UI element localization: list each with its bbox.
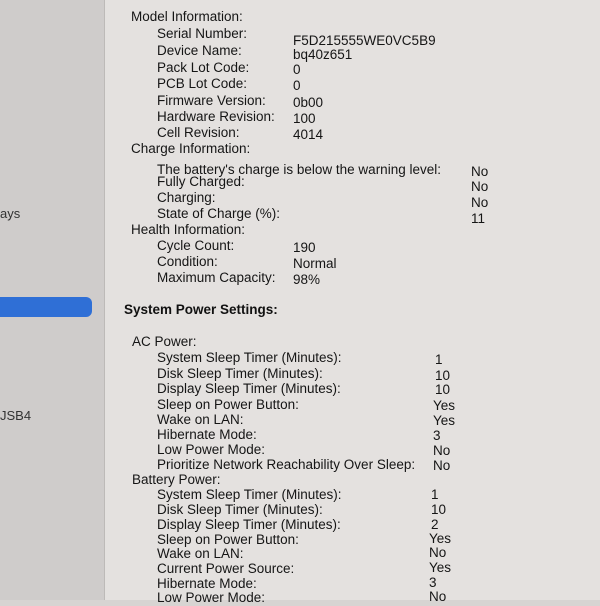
battery-display-sleep-value: 2: [431, 517, 439, 532]
ac-hibernate-mode-label: Hibernate Mode:: [157, 427, 257, 442]
ac-wake-on-lan-label: Wake on LAN:: [157, 412, 244, 427]
device-name-value: bq40z651: [293, 47, 353, 62]
pack-lot-code-label: Pack Lot Code:: [157, 60, 250, 75]
serial-number-label: Serial Number:: [157, 26, 248, 41]
cell-revision-label: Cell Revision:: [157, 125, 240, 140]
fully-charged-value: No: [471, 179, 489, 194]
battery-sleep-on-power-button-value: Yes: [429, 531, 452, 546]
ac-system-sleep-label: System Sleep Timer (Minutes):: [157, 350, 342, 365]
charge-warning-label: The battery's charge is below the warning level:: [157, 162, 441, 177]
battery-low-power-mode-value: No: [429, 589, 447, 604]
maximum-capacity-label: Maximum Capacity:: [157, 270, 276, 285]
state-of-charge-value: 11: [471, 211, 486, 226]
condition-label: Condition:: [157, 254, 218, 269]
pcb-lot-code-value: 0: [293, 78, 301, 93]
battery-wake-on-lan-label: Wake on LAN:: [157, 546, 244, 561]
cycle-count-value: 190: [293, 240, 316, 255]
battery-hibernate-mode-label: Hibernate Mode:: [157, 576, 257, 591]
condition-value: Normal: [293, 256, 337, 271]
ac-low-power-mode-label: Low Power Mode:: [157, 442, 266, 457]
model-information-heading: Model Information:: [131, 9, 243, 24]
battery-current-power-source-label: Current Power Source:: [157, 561, 295, 576]
charging-value: No: [471, 195, 489, 210]
device-name-label: Device Name:: [157, 43, 242, 58]
ac-disk-sleep-label: Disk Sleep Timer (Minutes):: [157, 366, 323, 381]
battery-display-sleep-label: Display Sleep Timer (Minutes):: [157, 517, 341, 532]
firmware-version-label: Firmware Version:: [157, 93, 266, 108]
sidebar-item-partial-1[interactable]: ays: [0, 206, 21, 221]
ac-display-sleep-label: Display Sleep Timer (Minutes):: [157, 381, 341, 396]
system-power-settings-title: System Power Settings:: [124, 302, 278, 317]
ac-prioritize-network-value: No: [433, 458, 451, 473]
health-information-heading: Health Information:: [131, 222, 246, 237]
battery-power-heading: Battery Power:: [132, 472, 221, 487]
state-of-charge-label: State of Charge (%):: [157, 206, 281, 221]
battery-hibernate-mode-value: 3: [429, 575, 437, 590]
firmware-version-value: 0b00: [293, 95, 324, 110]
ac-display-sleep-value: 10: [435, 382, 451, 397]
cell-revision-value: 4014: [293, 127, 324, 142]
ac-prioritize-network-label: Prioritize Network Reachability Over Sleep:: [157, 457, 416, 472]
charging-label: Charging:: [157, 190, 216, 205]
hardware-revision-value: 100: [293, 111, 316, 126]
battery-disk-sleep-label: Disk Sleep Timer (Minutes):: [157, 502, 323, 517]
battery-current-power-source-value: Yes: [429, 560, 452, 575]
hardware-revision-label: Hardware Revision:: [157, 109, 275, 124]
battery-low-power-mode-label: Low Power Mode:: [157, 590, 266, 605]
battery-disk-sleep-value: 10: [431, 502, 447, 517]
charge-information-heading: Charge Information:: [131, 141, 251, 156]
ac-power-heading: AC Power:: [132, 334, 197, 349]
battery-sleep-on-power-button-label: Sleep on Power Button:: [157, 532, 299, 547]
ac-wake-on-lan-value: Yes: [433, 413, 456, 428]
pcb-lot-code-label: PCB Lot Code:: [157, 76, 248, 91]
sidebar: [0, 0, 105, 600]
ac-sleep-on-power-button-value: Yes: [433, 398, 456, 413]
serial-number-value: F5D215555WE0VC5B9: [293, 33, 436, 48]
battery-system-sleep-value: 1: [431, 487, 439, 502]
cycle-count-label: Cycle Count:: [157, 238, 235, 253]
battery-wake-on-lan-value: No: [429, 545, 447, 560]
battery-system-sleep-label: System Sleep Timer (Minutes):: [157, 487, 342, 502]
ac-disk-sleep-value: 10: [435, 368, 451, 383]
ac-low-power-mode-value: No: [433, 443, 451, 458]
maximum-capacity-value: 98%: [293, 272, 321, 287]
sidebar-item-partial-2[interactable]: JSB4: [0, 408, 32, 423]
ac-sleep-on-power-button-label: Sleep on Power Button:: [157, 397, 299, 412]
fully-charged-label: Fully Charged:: [157, 174, 245, 189]
ac-hibernate-mode-value: 3: [433, 428, 441, 443]
pack-lot-code-value: 0: [293, 62, 301, 77]
sidebar-selected-item[interactable]: [0, 297, 92, 317]
charge-warning-value: No: [471, 164, 489, 179]
ac-system-sleep-value: 1: [435, 352, 443, 367]
